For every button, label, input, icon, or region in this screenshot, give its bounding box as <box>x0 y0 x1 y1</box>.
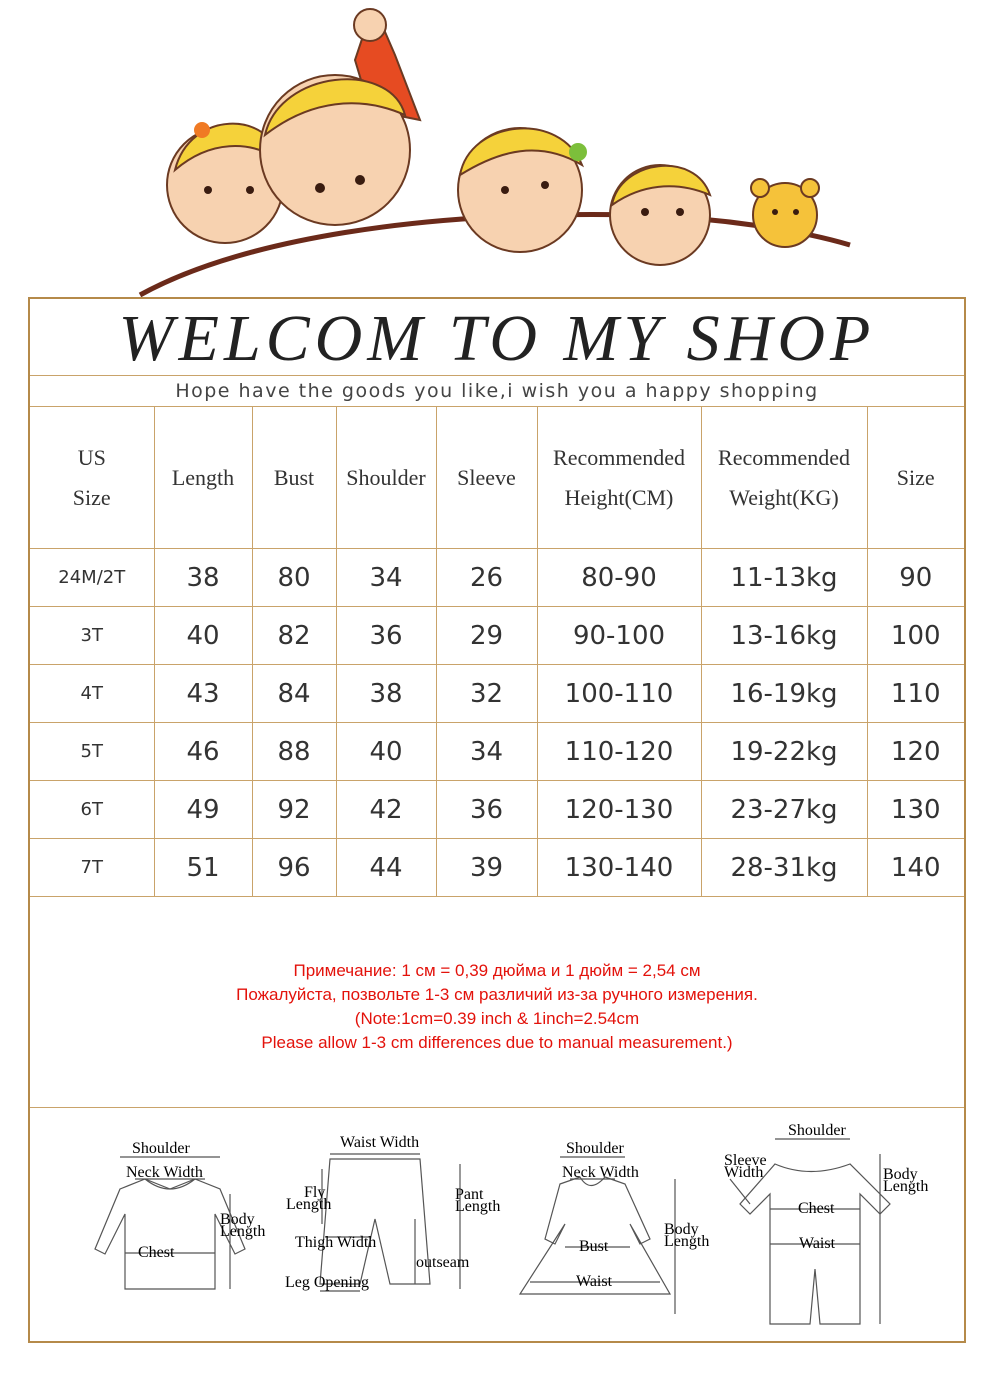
header-line: Recommended <box>553 444 685 470</box>
header-weight <box>701 407 867 549</box>
shop-subtitle: Hope have the goods you like,i wish you a happy shopping <box>175 380 819 402</box>
table-cell: 5T <box>30 723 154 781</box>
table-cell: 11-13kg <box>701 549 867 607</box>
header-bust: Bust <box>252 407 336 549</box>
table-cell: 140 <box>867 839 964 897</box>
label-sleeve-width: Width <box>724 1164 764 1181</box>
table-cell: 19-22kg <box>701 723 867 781</box>
measurement-diagrams <box>30 1109 964 1343</box>
table-cell: 49 <box>154 781 252 839</box>
measurement-note <box>30 959 964 1055</box>
label-body-length: Body <box>220 1211 255 1228</box>
label-pant-length: Length <box>455 1198 501 1215</box>
table-cell: 32 <box>436 665 537 723</box>
label-body-length: Body <box>883 1166 918 1183</box>
table-cell: 4T <box>30 665 154 723</box>
table-cell: 84 <box>252 665 336 723</box>
label-fly-length: Fly <box>304 1184 326 1201</box>
table-cell: 44 <box>336 839 436 897</box>
label-leg-opening: Leg Opening <box>285 1274 369 1291</box>
table-row <box>30 607 964 665</box>
label-neck-width: Neck Width <box>126 1164 203 1181</box>
header-us-size <box>30 407 154 549</box>
table-row <box>30 665 964 723</box>
table-cell: 130-140 <box>537 839 701 897</box>
table-cell: 24M/2T <box>30 549 154 607</box>
label-waist: Waist <box>576 1273 613 1290</box>
table-cell: 92 <box>252 781 336 839</box>
size-table <box>30 407 964 897</box>
table-cell: 38 <box>154 549 252 607</box>
header-size: Size <box>867 407 964 549</box>
header-line: Recommended <box>718 444 850 470</box>
table-cell: 80-90 <box>537 549 701 607</box>
size-chart-frame <box>28 297 966 1343</box>
table-row <box>30 839 964 897</box>
table-cell: 100 <box>867 607 964 665</box>
note-line: Примечание: 1 см = 0,39 дюйма и 1 дюйм = 2,54 см <box>293 961 701 980</box>
header-sleeve: Sleeve <box>436 407 537 549</box>
table-cell: 6T <box>30 781 154 839</box>
table-cell: 39 <box>436 839 537 897</box>
label-body-length: Length <box>883 1178 929 1195</box>
note-line: (Note:1cm=0.39 inch & 1inch=2.54cm <box>354 1009 640 1028</box>
table-cell: 120-130 <box>537 781 701 839</box>
table-cell: 120 <box>867 723 964 781</box>
label-body-length: Body <box>664 1221 699 1238</box>
table-cell: 88 <box>252 723 336 781</box>
label-neck-width: Neck Width <box>562 1164 639 1181</box>
table-cell: 110-120 <box>537 723 701 781</box>
label-pant-length: Pant <box>455 1186 484 1203</box>
table-cell: 3T <box>30 607 154 665</box>
table-cell: 16-19kg <box>701 665 867 723</box>
table-cell: 13-16kg <box>701 607 867 665</box>
label-bust: Bust <box>579 1238 609 1255</box>
table-row <box>30 723 964 781</box>
table-cell: 34 <box>436 723 537 781</box>
table-cell: 51 <box>154 839 252 897</box>
table-row <box>30 781 964 839</box>
label-shoulder: Shoulder <box>788 1122 846 1139</box>
label-fly-length: Length <box>286 1196 332 1213</box>
table-cell: 110 <box>867 665 964 723</box>
table-cell: 40 <box>154 607 252 665</box>
table-cell: 36 <box>436 781 537 839</box>
table-cell: 29 <box>436 607 537 665</box>
table-cell: 82 <box>252 607 336 665</box>
label-chest: Chest <box>138 1244 175 1261</box>
table-cell: 36 <box>336 607 436 665</box>
table-cell: 96 <box>252 839 336 897</box>
table-row <box>30 549 964 607</box>
divider <box>30 1107 964 1108</box>
table-cell: 80 <box>252 549 336 607</box>
table-cell: 46 <box>154 723 252 781</box>
table-cell: 34 <box>336 549 436 607</box>
header-line: Size <box>72 484 111 510</box>
cartoon-kids-illustration <box>120 0 860 300</box>
label-sleeve-width: Sleeve <box>724 1152 767 1169</box>
table-cell: 40 <box>336 723 436 781</box>
table-cell: 26 <box>436 549 537 607</box>
label-body-length: Length <box>220 1223 266 1240</box>
table-header-row <box>30 407 964 549</box>
label-chest: Chest <box>798 1200 835 1217</box>
header-line: Weight(KG) <box>729 484 839 510</box>
table-cell: 100-110 <box>537 665 701 723</box>
table-cell: 28-31kg <box>701 839 867 897</box>
label-body-length: Length <box>664 1233 710 1250</box>
table-cell: 90-100 <box>537 607 701 665</box>
label-shoulder: Shoulder <box>132 1140 190 1157</box>
table-cell: 42 <box>336 781 436 839</box>
label-waist-width: Waist Width <box>340 1134 420 1151</box>
table-cell: 43 <box>154 665 252 723</box>
note-line: Please allow 1-3 cm differences due to manual measurement.) <box>261 1033 733 1052</box>
label-waist: Waist <box>799 1235 836 1252</box>
label-outseam: outseam <box>416 1254 470 1271</box>
shop-title: WELCOM TO MY SHOP <box>118 302 876 375</box>
table-cell: 23-27kg <box>701 781 867 839</box>
header-line: US <box>77 444 106 470</box>
header-shoulder: Shoulder <box>336 407 436 549</box>
label-thigh-width: Thigh Width <box>295 1234 377 1251</box>
table-cell: 38 <box>336 665 436 723</box>
table-cell: 7T <box>30 839 154 897</box>
header-line: Height(CM) <box>564 484 674 510</box>
label-shoulder: Shoulder <box>566 1140 624 1157</box>
table-cell: 90 <box>867 549 964 607</box>
header-length: Length <box>154 407 252 549</box>
header-height <box>537 407 701 549</box>
note-line: Пожалуйста, позвольте 1-3 см различий из-за ручного измерения. <box>236 985 758 1004</box>
table-cell: 130 <box>867 781 964 839</box>
